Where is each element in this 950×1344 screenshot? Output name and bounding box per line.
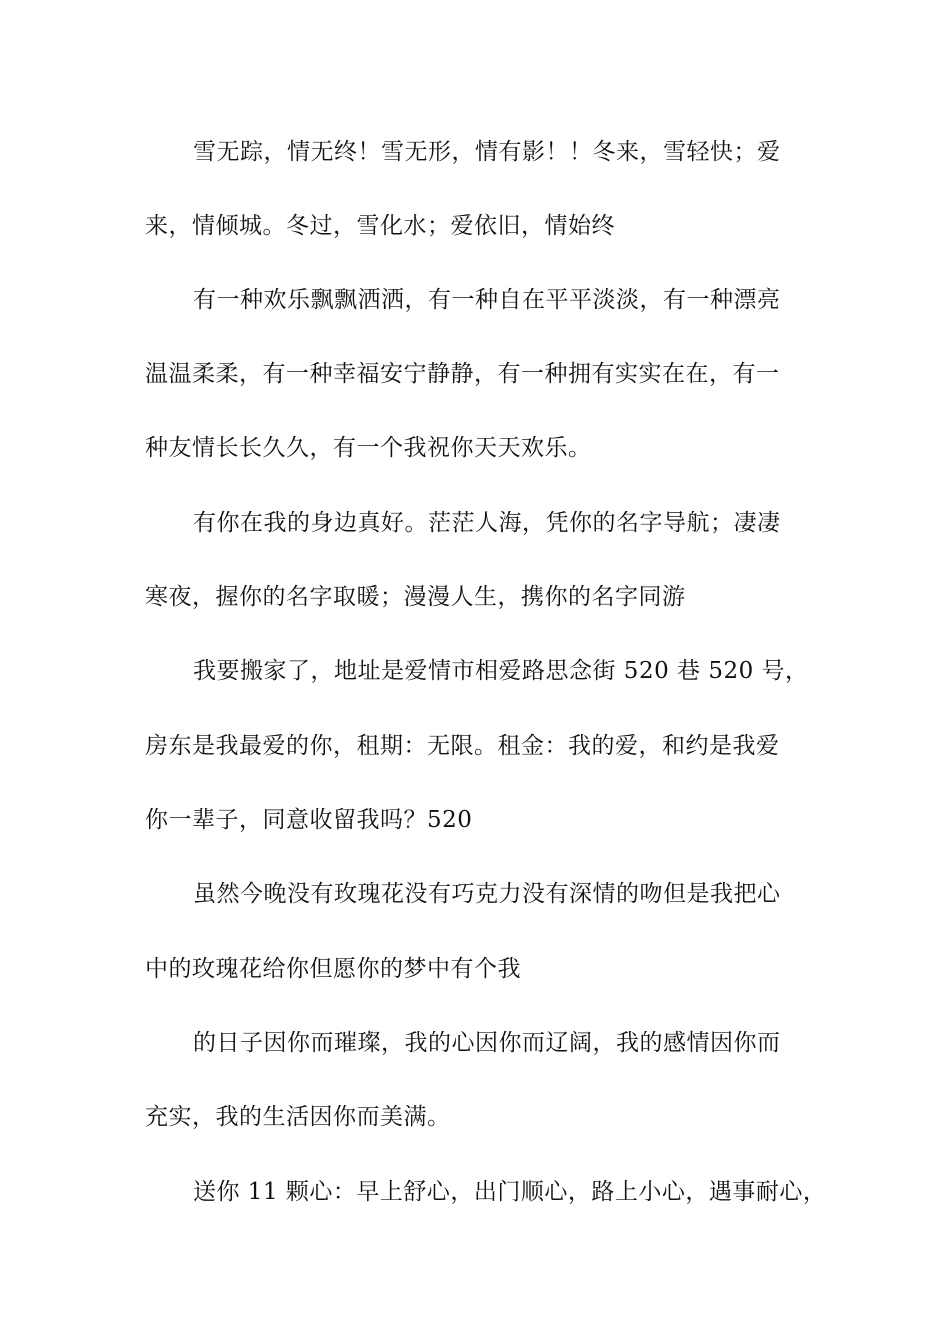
text-line: 房东是我最爱的你，租期：无限。租金：我的爱，和约是我爱 <box>145 733 780 759</box>
text-line: 我要搬家了，地址是爱情市相爱路思念街 520 巷 520 号， <box>193 658 809 684</box>
text-line: 充实，我的生活因你而美满。 <box>145 1104 451 1130</box>
text-line: 的日子因你而璀璨，我的心因你而辽阔，我的感情因你而 <box>193 1030 781 1056</box>
text-line: 温温柔柔，有一种幸福安宁静静，有一种拥有实实在在，有一 <box>145 361 780 387</box>
text-line: 有你在我的身边真好。茫茫人海，凭你的名字导航；凄凄 <box>193 510 781 536</box>
text-line: 送你 11 颗心：早上舒心，出门顺心，路上小心，遇事耐心， <box>193 1179 827 1205</box>
text-line: 雪无踪，情无终！雪无形，情有影！！冬来，雪轻快；爱 <box>193 139 781 165</box>
text-line: 你一辈子，同意收留我吗？520 <box>145 807 473 833</box>
text-line: 中的玫瑰花给你但愿你的梦中有个我 <box>145 956 521 982</box>
text-line: 寒夜，握你的名字取暖；漫漫人生，携你的名字同游 <box>145 584 686 610</box>
text-line: 有一种欢乐飘飘洒洒，有一种自在平平淡淡，有一种漂亮 <box>193 287 781 313</box>
text-line: 来，情倾城。冬过，雪化水；爱依旧，情始终 <box>145 213 615 239</box>
text-line: 种友情长长久久，有一个我祝你天天欢乐。 <box>145 435 592 461</box>
text-line: 虽然今晚没有玫瑰花没有巧克力没有深情的吻但是我把心 <box>193 881 781 907</box>
